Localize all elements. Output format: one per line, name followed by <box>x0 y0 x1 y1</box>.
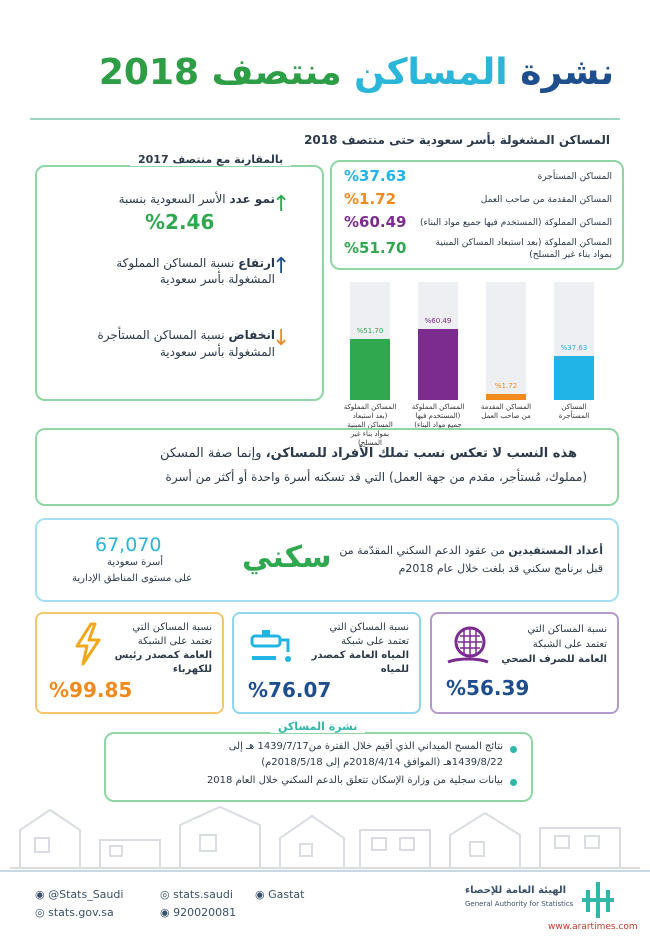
occupied-header: المساكن المشغولة بأسر سعودية حتى منتصف 2018 <box>304 133 610 147</box>
card-value: %76.07 <box>248 678 332 702</box>
footer-phone <box>160 906 236 919</box>
footer-divider <box>0 870 650 872</box>
water-tap-icon <box>248 626 298 670</box>
linkedin-link[interactable]: Gastat <box>268 888 305 901</box>
occupied-row-label: المساكن المملوكة (بعد استبعاد المساكن المبنية <box>435 238 612 248</box>
twitter-link[interactable]: @Stats_Saudi <box>48 888 124 901</box>
bar <box>554 356 594 400</box>
arrow-up-icon: ↑ <box>272 192 291 217</box>
card-text: العامة للصرف الصحي <box>501 654 607 665</box>
bar-value-label: %37.63 <box>560 343 588 352</box>
card-text: تعتمد على شبكة <box>341 636 409 647</box>
sakani-box <box>35 518 619 602</box>
bar-value-label: %1.72 <box>494 382 518 390</box>
bar-category-label: المساكن المقدمة من صاحب العمل <box>480 403 532 420</box>
card-text: المياه العامة كمصدر <box>311 650 409 661</box>
arrow-up-icon: ↑ <box>272 254 291 279</box>
bar-value-label: %60.49 <box>424 316 452 325</box>
note-line2: (مملوك، مُستأجر، مقدم من جهة العمل) التي قد تسكنه أسرة واحدة أو أكثر من أسرة <box>165 470 587 484</box>
bar <box>486 394 526 400</box>
water-card <box>232 612 421 714</box>
bulletin-item: بيانات سجلية من وزارة الإسكان تتعلق بالدعم السكني خلال العام 2018 <box>206 775 503 786</box>
growth-value: %2.46 <box>145 210 215 234</box>
bulletin-item: نتائج المسح الميداني الذي أقيم خلال الفترة من1439/7/17 هـ إلى <box>228 741 503 752</box>
bar-value-label: %51.70 <box>356 326 384 335</box>
page-title: نشرة المساكن منتصف 2018 <box>98 52 614 93</box>
twitter-icon: ◉ <box>35 888 45 901</box>
bulletin-box <box>104 732 533 802</box>
footer-website <box>35 906 114 919</box>
note-box <box>35 428 619 506</box>
linkedin-icon: ◉ <box>255 888 265 901</box>
electricity-card <box>35 612 224 714</box>
arrow-down-icon: ↓ <box>272 326 291 351</box>
lightning-icon <box>71 622 103 666</box>
occupied-row-label: المساكن المقدمة من صاحب العمل <box>480 195 612 205</box>
occupied-row-value: %60.49 <box>344 213 407 231</box>
bullet-dot <box>510 779 517 786</box>
watermark: www.arartimes.com <box>548 922 638 932</box>
card-text: نسبة المساكن التي <box>132 622 212 633</box>
bulletin-header: نشرة المساكن <box>270 720 365 733</box>
title-divider <box>30 118 620 120</box>
beneficiaries-number: 67,070 <box>95 534 162 556</box>
beneficiaries-sub: على مستوى المناطق الإدارية <box>72 573 193 584</box>
phone-icon: ◉ <box>160 906 170 919</box>
sakani-text: أعداد المستفيدين من عقود الدعم السكني المقدّمة من <box>339 544 603 557</box>
card-text: للكهرباء <box>172 664 212 675</box>
comparison-header: بالمقارنة مع منتصف 2017 <box>130 153 291 166</box>
gastat-logo-icon <box>580 880 616 920</box>
beneficiaries-unit: أسرة سعودية <box>107 557 164 568</box>
bar-category-label: المساكن المملوكة (بعد استبعاد المساكن المبنية بمواد بناء غير المسلح) <box>343 403 397 447</box>
sewage-card <box>430 612 619 714</box>
instagram-icon: ◎ <box>160 888 170 901</box>
card-text: نسبة المساكن التي <box>329 622 409 633</box>
card-text: تعتمد على الشبكة <box>137 636 212 647</box>
occupied-row-value: %1.72 <box>344 190 397 208</box>
occupied-row-value: %37.63 <box>344 167 407 185</box>
comparison-item-line2: المشغولة بأسر سعودية <box>159 345 275 359</box>
houses-illustration <box>0 800 650 870</box>
instagram-link[interactable]: stats.saudi <box>173 888 233 901</box>
bar <box>350 339 390 400</box>
comparison-item: ارتفاع نسبة المساكن المملوكة <box>116 256 275 270</box>
sakani-text-line2: قبل برنامج سكني قد بلغت خلال عام 2018م <box>398 562 603 575</box>
footer-social <box>255 888 304 901</box>
card-text: نسبة المساكن التي <box>527 624 607 635</box>
globe-icon: ◎ <box>35 906 45 919</box>
occupied-box <box>330 160 624 270</box>
occupied-bar-chart <box>330 278 620 447</box>
website-link[interactable]: stats.gov.sa <box>48 906 114 919</box>
card-text: العامة كمصدر رئيس <box>114 650 212 661</box>
occupied-row-value: %51.70 <box>344 239 407 257</box>
occupied-row-label: بمواد بناء غير المسلح) <box>529 250 612 260</box>
card-value: %99.85 <box>49 678 133 702</box>
org-name-en: General Authority for Statistics <box>465 900 574 908</box>
bar-category-label: المساكن المستأجرة <box>558 403 590 420</box>
note-line1: هذه النسب لا تعكس نسب تملك الأفراد للمساكن، وإنما صفة المسكن <box>159 446 577 461</box>
footer-social <box>35 888 123 901</box>
bullet-dot <box>510 746 517 753</box>
card-text: تعتمد على الشبكة <box>532 639 607 650</box>
bar <box>418 329 458 400</box>
comparison-item: انخفاض نسبة المساكن المستأجرة <box>97 328 275 342</box>
bar-category-label: المساكن المملوكة (المستخدم فيها جميع مواد البناء) <box>411 403 465 429</box>
sakani-logo: سكني <box>242 540 332 575</box>
org-name-ar: الهيئة العامة للإحصاء <box>465 885 567 896</box>
bulletin-item: 1439/8/22هـ (الموافق 2018/4/14م إلى 2018/5/18م) <box>261 757 503 768</box>
occupied-row-label: المساكن المستأجرة <box>537 172 612 182</box>
phone-link[interactable]: 920020081 <box>173 906 237 919</box>
card-value: %56.39 <box>446 676 530 700</box>
card-text: للمياه <box>380 664 409 675</box>
comparison-item-line2: المشغولة بأسر سعودية <box>159 272 275 286</box>
sewage-icon <box>444 622 492 670</box>
footer-social <box>160 888 233 901</box>
occupied-row-label: المساكن المملوكة (المستخدم فيها جميع مواد البناء) <box>419 218 612 228</box>
comparison-item: نمو عدد الأسر السعودية بنسبة <box>118 192 275 206</box>
